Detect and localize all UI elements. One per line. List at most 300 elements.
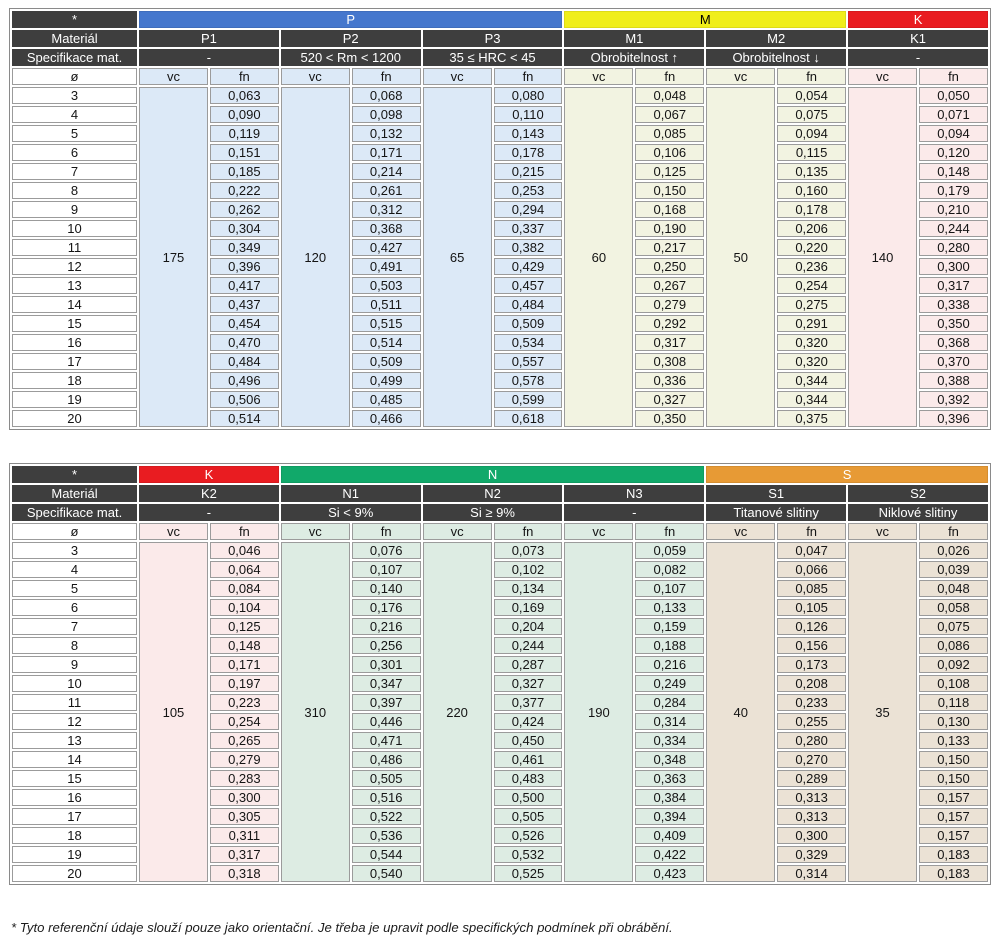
fn-value-K2: 0,197 xyxy=(210,675,279,692)
fn-header-M1: fn xyxy=(635,68,704,85)
fn-value-N2: 0,102 xyxy=(494,561,563,578)
fn-value-M1: 0,292 xyxy=(635,315,704,332)
spec-header-N2: Si ≥ 9% xyxy=(423,504,563,521)
diameter-cell: 16 xyxy=(12,789,137,806)
group-row xyxy=(12,466,988,483)
diameter-cell: 20 xyxy=(12,410,137,427)
vc-header-M2: vc xyxy=(706,68,775,85)
fn-value-P2: 0,312 xyxy=(352,201,421,218)
table-KNS-table xyxy=(9,463,991,885)
fn-header-N2: fn xyxy=(494,523,563,540)
diameter-cell: 7 xyxy=(12,163,137,180)
fn-value-M2: 0,075 xyxy=(777,106,846,123)
fn-value-S2: 0,157 xyxy=(919,789,988,806)
fn-value-N3: 0,422 xyxy=(635,846,704,863)
fn-value-K2: 0,254 xyxy=(210,713,279,730)
fn-value-P1: 0,396 xyxy=(210,258,279,275)
fn-value-N3: 0,314 xyxy=(635,713,704,730)
fn-value-P3: 0,110 xyxy=(494,106,563,123)
vc-header-K1: vc xyxy=(848,68,917,85)
fn-value-M1: 0,125 xyxy=(635,163,704,180)
diameter-cell: 18 xyxy=(12,372,137,389)
vc-header-N1: vc xyxy=(281,523,350,540)
fn-value-S1: 0,105 xyxy=(777,599,846,616)
diameter-cell: 5 xyxy=(12,125,137,142)
diameter-cell: 8 xyxy=(12,182,137,199)
spec-row-label: Specifikace mat. xyxy=(12,504,137,521)
material-header-M2: M2 xyxy=(706,30,846,47)
fn-value-N2: 0,287 xyxy=(494,656,563,673)
fn-value-P1: 0,063 xyxy=(210,87,279,104)
fn-value-P1: 0,437 xyxy=(210,296,279,313)
fn-value-K2: 0,064 xyxy=(210,561,279,578)
diameter-cell: 3 xyxy=(12,542,137,559)
footnote: * Tyto referenční údaje slouží pouze jako orientační. Je třeba je upravit podle specifických podmínek při obrábění. xyxy=(11,920,673,935)
fn-value-P1: 0,496 xyxy=(210,372,279,389)
material-header-M1: M1 xyxy=(564,30,704,47)
fn-value-M1: 0,168 xyxy=(635,201,704,218)
diameter-header: ø xyxy=(12,68,137,85)
diameter-header: ø xyxy=(12,523,137,540)
spec-row-label: Specifikace mat. xyxy=(12,49,137,66)
diameter-cell: 5 xyxy=(12,580,137,597)
fn-value-S1: 0,208 xyxy=(777,675,846,692)
table-KNS xyxy=(9,463,991,885)
data-row xyxy=(12,542,988,559)
fn-value-N1: 0,505 xyxy=(352,770,421,787)
fn-value-P3: 0,457 xyxy=(494,277,563,294)
fn-value-M1: 0,048 xyxy=(635,87,704,104)
fn-value-P1: 0,262 xyxy=(210,201,279,218)
fn-value-S1: 0,233 xyxy=(777,694,846,711)
fn-value-M1: 0,279 xyxy=(635,296,704,313)
group-header-P: P xyxy=(139,11,562,28)
fn-value-K1: 0,392 xyxy=(919,391,988,408)
diameter-cell: 12 xyxy=(12,258,137,275)
fn-header-N1: fn xyxy=(352,523,421,540)
fn-value-M2: 0,375 xyxy=(777,410,846,427)
diameter-cell: 9 xyxy=(12,656,137,673)
vc-value-K2: 105 xyxy=(139,542,208,882)
group-row xyxy=(12,11,988,28)
fn-header-P1: fn xyxy=(210,68,279,85)
vc-value-P2: 120 xyxy=(281,87,350,427)
fn-value-P3: 0,484 xyxy=(494,296,563,313)
fn-value-N2: 0,377 xyxy=(494,694,563,711)
fn-value-P1: 0,185 xyxy=(210,163,279,180)
fn-value-K1: 0,370 xyxy=(919,353,988,370)
fn-value-K1: 0,317 xyxy=(919,277,988,294)
fn-value-K2: 0,125 xyxy=(210,618,279,635)
vc-value-M2: 50 xyxy=(706,87,775,427)
fn-value-N3: 0,363 xyxy=(635,770,704,787)
fn-value-S1: 0,047 xyxy=(777,542,846,559)
fn-value-P3: 0,534 xyxy=(494,334,563,351)
diameter-cell: 13 xyxy=(12,732,137,749)
fn-value-N1: 0,216 xyxy=(352,618,421,635)
fn-value-S1: 0,270 xyxy=(777,751,846,768)
fn-value-M2: 0,178 xyxy=(777,201,846,218)
fn-value-N1: 0,486 xyxy=(352,751,421,768)
vc-header-S2: vc xyxy=(848,523,917,540)
fn-value-M2: 0,291 xyxy=(777,315,846,332)
fn-value-N3: 0,334 xyxy=(635,732,704,749)
fn-value-N2: 0,483 xyxy=(494,770,563,787)
spec-header-K2: - xyxy=(139,504,279,521)
fn-value-P1: 0,484 xyxy=(210,353,279,370)
subheader-row xyxy=(12,68,988,85)
fn-value-S1: 0,329 xyxy=(777,846,846,863)
fn-value-S2: 0,075 xyxy=(919,618,988,635)
fn-value-K2: 0,318 xyxy=(210,865,279,882)
diameter-cell: 14 xyxy=(12,751,137,768)
table-PMK-table xyxy=(9,8,991,430)
diameter-cell: 10 xyxy=(12,675,137,692)
fn-value-M2: 0,206 xyxy=(777,220,846,237)
vc-header-N3: vc xyxy=(564,523,633,540)
fn-value-P1: 0,454 xyxy=(210,315,279,332)
spec-header-P1: - xyxy=(139,49,279,66)
fn-value-K1: 0,244 xyxy=(919,220,988,237)
group-header-M: M xyxy=(564,11,846,28)
fn-value-N2: 0,134 xyxy=(494,580,563,597)
fn-value-P2: 0,098 xyxy=(352,106,421,123)
fn-value-S2: 0,150 xyxy=(919,770,988,787)
fn-value-P2: 0,214 xyxy=(352,163,421,180)
fn-value-K2: 0,084 xyxy=(210,580,279,597)
fn-value-K1: 0,210 xyxy=(919,201,988,218)
fn-value-N1: 0,107 xyxy=(352,561,421,578)
spec-header-P2: 520 < Rm < 1200 xyxy=(281,49,421,66)
fn-value-K2: 0,305 xyxy=(210,808,279,825)
vc-header-P2: vc xyxy=(281,68,350,85)
fn-value-P2: 0,509 xyxy=(352,353,421,370)
fn-value-M1: 0,317 xyxy=(635,334,704,351)
fn-value-M2: 0,344 xyxy=(777,391,846,408)
vc-value-N1: 310 xyxy=(281,542,350,882)
table-PMK xyxy=(9,8,991,430)
fn-value-K2: 0,317 xyxy=(210,846,279,863)
fn-value-N2: 0,525 xyxy=(494,865,563,882)
diameter-cell: 20 xyxy=(12,865,137,882)
fn-value-S1: 0,066 xyxy=(777,561,846,578)
diameter-cell: 3 xyxy=(12,87,137,104)
fn-value-N2: 0,244 xyxy=(494,637,563,654)
fn-value-N1: 0,176 xyxy=(352,599,421,616)
fn-value-P1: 0,304 xyxy=(210,220,279,237)
fn-value-S2: 0,086 xyxy=(919,637,988,654)
spec-row xyxy=(12,49,988,66)
fn-value-N2: 0,505 xyxy=(494,808,563,825)
fn-value-P3: 0,509 xyxy=(494,315,563,332)
material-header-N2: N2 xyxy=(423,485,563,502)
material-row xyxy=(12,485,988,502)
fn-value-N2: 0,526 xyxy=(494,827,563,844)
fn-value-S2: 0,183 xyxy=(919,846,988,863)
fn-value-K1: 0,071 xyxy=(919,106,988,123)
fn-value-K1: 0,120 xyxy=(919,144,988,161)
fn-value-M1: 0,350 xyxy=(635,410,704,427)
fn-value-P3: 0,599 xyxy=(494,391,563,408)
fn-value-P2: 0,485 xyxy=(352,391,421,408)
fn-value-P1: 0,090 xyxy=(210,106,279,123)
material-header-N3: N3 xyxy=(564,485,704,502)
fn-value-P3: 0,253 xyxy=(494,182,563,199)
fn-header-P3: fn xyxy=(494,68,563,85)
diameter-cell: 19 xyxy=(12,391,137,408)
fn-value-N3: 0,082 xyxy=(635,561,704,578)
fn-value-P2: 0,132 xyxy=(352,125,421,142)
group-header-N: N xyxy=(281,466,704,483)
fn-value-S1: 0,289 xyxy=(777,770,846,787)
diameter-cell: 12 xyxy=(12,713,137,730)
material-row-label: Materiál xyxy=(12,30,137,47)
material-row-label: Materiál xyxy=(12,485,137,502)
fn-value-N2: 0,327 xyxy=(494,675,563,692)
group-header-K: K xyxy=(848,11,988,28)
fn-value-S2: 0,026 xyxy=(919,542,988,559)
fn-value-N1: 0,544 xyxy=(352,846,421,863)
spec-row xyxy=(12,504,988,521)
fn-value-S1: 0,313 xyxy=(777,808,846,825)
fn-value-K1: 0,350 xyxy=(919,315,988,332)
fn-value-P2: 0,514 xyxy=(352,334,421,351)
fn-value-P2: 0,503 xyxy=(352,277,421,294)
fn-value-M2: 0,160 xyxy=(777,182,846,199)
fn-value-P2: 0,511 xyxy=(352,296,421,313)
fn-header-N3: fn xyxy=(635,523,704,540)
fn-value-M2: 0,115 xyxy=(777,144,846,161)
fn-value-M2: 0,254 xyxy=(777,277,846,294)
fn-value-P2: 0,368 xyxy=(352,220,421,237)
fn-value-K1: 0,050 xyxy=(919,87,988,104)
fn-value-S1: 0,126 xyxy=(777,618,846,635)
fn-value-N1: 0,347 xyxy=(352,675,421,692)
fn-value-M2: 0,320 xyxy=(777,334,846,351)
fn-value-S2: 0,118 xyxy=(919,694,988,711)
vc-header-M1: vc xyxy=(564,68,633,85)
material-row xyxy=(12,30,988,47)
fn-value-N3: 0,107 xyxy=(635,580,704,597)
spec-header-M1: Obrobitelnost ↑ xyxy=(564,49,704,66)
fn-header-S1: fn xyxy=(777,523,846,540)
fn-value-N3: 0,284 xyxy=(635,694,704,711)
diameter-cell: 10 xyxy=(12,220,137,237)
fn-value-K2: 0,148 xyxy=(210,637,279,654)
fn-value-M1: 0,336 xyxy=(635,372,704,389)
diameter-cell: 6 xyxy=(12,599,137,616)
subheader-row xyxy=(12,523,988,540)
fn-value-N1: 0,301 xyxy=(352,656,421,673)
star-header: * xyxy=(12,466,137,483)
fn-value-P3: 0,215 xyxy=(494,163,563,180)
fn-value-S1: 0,280 xyxy=(777,732,846,749)
vc-value-N3: 190 xyxy=(564,542,633,882)
group-header-S: S xyxy=(706,466,988,483)
data-row xyxy=(12,87,988,104)
fn-value-M1: 0,190 xyxy=(635,220,704,237)
diameter-cell: 17 xyxy=(12,808,137,825)
fn-value-M1: 0,308 xyxy=(635,353,704,370)
fn-value-S1: 0,300 xyxy=(777,827,846,844)
fn-value-S1: 0,173 xyxy=(777,656,846,673)
fn-value-M2: 0,220 xyxy=(777,239,846,256)
fn-value-M2: 0,275 xyxy=(777,296,846,313)
spec-header-K1: - xyxy=(848,49,988,66)
fn-value-P2: 0,515 xyxy=(352,315,421,332)
fn-value-K2: 0,300 xyxy=(210,789,279,806)
fn-value-S1: 0,085 xyxy=(777,580,846,597)
fn-value-N3: 0,059 xyxy=(635,542,704,559)
material-header-P3: P3 xyxy=(423,30,563,47)
fn-value-M1: 0,150 xyxy=(635,182,704,199)
fn-value-M1: 0,106 xyxy=(635,144,704,161)
vc-value-S1: 40 xyxy=(706,542,775,882)
fn-value-N2: 0,169 xyxy=(494,599,563,616)
fn-value-K1: 0,300 xyxy=(919,258,988,275)
fn-value-S1: 0,156 xyxy=(777,637,846,654)
fn-value-P1: 0,119 xyxy=(210,125,279,142)
fn-header-S2: fn xyxy=(919,523,988,540)
fn-value-N1: 0,397 xyxy=(352,694,421,711)
fn-value-P2: 0,491 xyxy=(352,258,421,275)
spec-header-P3: 35 ≤ HRC < 45 xyxy=(423,49,563,66)
fn-value-N3: 0,249 xyxy=(635,675,704,692)
fn-value-P3: 0,557 xyxy=(494,353,563,370)
vc-header-K2: vc xyxy=(139,523,208,540)
fn-value-K1: 0,388 xyxy=(919,372,988,389)
fn-value-P3: 0,080 xyxy=(494,87,563,104)
fn-value-M2: 0,135 xyxy=(777,163,846,180)
fn-value-N1: 0,540 xyxy=(352,865,421,882)
fn-value-P1: 0,470 xyxy=(210,334,279,351)
fn-value-P1: 0,151 xyxy=(210,144,279,161)
material-header-P1: P1 xyxy=(139,30,279,47)
fn-value-P1: 0,349 xyxy=(210,239,279,256)
fn-value-K2: 0,046 xyxy=(210,542,279,559)
fn-value-P2: 0,466 xyxy=(352,410,421,427)
fn-value-N3: 0,159 xyxy=(635,618,704,635)
fn-value-K1: 0,148 xyxy=(919,163,988,180)
fn-value-P2: 0,261 xyxy=(352,182,421,199)
fn-value-K2: 0,104 xyxy=(210,599,279,616)
material-header-P2: P2 xyxy=(281,30,421,47)
diameter-cell: 9 xyxy=(12,201,137,218)
vc-header-P1: vc xyxy=(139,68,208,85)
material-header-K1: K1 xyxy=(848,30,988,47)
fn-value-M2: 0,094 xyxy=(777,125,846,142)
diameter-cell: 16 xyxy=(12,334,137,351)
fn-value-S1: 0,255 xyxy=(777,713,846,730)
diameter-cell: 15 xyxy=(12,770,137,787)
diameter-cell: 19 xyxy=(12,846,137,863)
vc-value-K1: 140 xyxy=(848,87,917,427)
fn-value-M1: 0,067 xyxy=(635,106,704,123)
fn-value-N2: 0,500 xyxy=(494,789,563,806)
spec-header-M2: Obrobitelnost ↓ xyxy=(706,49,846,66)
vc-value-S2: 35 xyxy=(848,542,917,882)
fn-value-N3: 0,133 xyxy=(635,599,704,616)
fn-header-K2: fn xyxy=(210,523,279,540)
diameter-cell: 13 xyxy=(12,277,137,294)
fn-value-N1: 0,516 xyxy=(352,789,421,806)
fn-value-K1: 0,280 xyxy=(919,239,988,256)
fn-value-N3: 0,394 xyxy=(635,808,704,825)
diameter-cell: 7 xyxy=(12,618,137,635)
fn-value-N1: 0,256 xyxy=(352,637,421,654)
fn-value-N3: 0,423 xyxy=(635,865,704,882)
fn-value-N2: 0,073 xyxy=(494,542,563,559)
vc-header-S1: vc xyxy=(706,523,775,540)
material-header-N1: N1 xyxy=(281,485,421,502)
material-header-S1: S1 xyxy=(706,485,846,502)
fn-value-P1: 0,417 xyxy=(210,277,279,294)
diameter-cell: 17 xyxy=(12,353,137,370)
fn-value-S2: 0,157 xyxy=(919,808,988,825)
vc-value-P3: 65 xyxy=(423,87,492,427)
fn-value-M1: 0,250 xyxy=(635,258,704,275)
fn-value-N2: 0,204 xyxy=(494,618,563,635)
fn-value-K1: 0,396 xyxy=(919,410,988,427)
fn-value-P3: 0,294 xyxy=(494,201,563,218)
fn-value-K2: 0,171 xyxy=(210,656,279,673)
fn-value-P3: 0,337 xyxy=(494,220,563,237)
fn-value-N1: 0,471 xyxy=(352,732,421,749)
diameter-cell: 4 xyxy=(12,106,137,123)
diameter-cell: 14 xyxy=(12,296,137,313)
fn-value-S2: 0,157 xyxy=(919,827,988,844)
spec-header-S2: Niklové slitiny xyxy=(848,504,988,521)
fn-value-M2: 0,054 xyxy=(777,87,846,104)
fn-value-N1: 0,140 xyxy=(352,580,421,597)
fn-value-N2: 0,424 xyxy=(494,713,563,730)
fn-value-S2: 0,039 xyxy=(919,561,988,578)
fn-value-P2: 0,499 xyxy=(352,372,421,389)
fn-value-P2: 0,171 xyxy=(352,144,421,161)
fn-value-P1: 0,506 xyxy=(210,391,279,408)
fn-value-K1: 0,179 xyxy=(919,182,988,199)
fn-value-P3: 0,578 xyxy=(494,372,563,389)
fn-value-S1: 0,314 xyxy=(777,865,846,882)
fn-value-N3: 0,409 xyxy=(635,827,704,844)
vc-header-P3: vc xyxy=(423,68,492,85)
fn-value-N1: 0,076 xyxy=(352,542,421,559)
fn-value-P2: 0,068 xyxy=(352,87,421,104)
fn-value-P2: 0,427 xyxy=(352,239,421,256)
fn-value-N2: 0,461 xyxy=(494,751,563,768)
fn-header-P2: fn xyxy=(352,68,421,85)
fn-value-M2: 0,344 xyxy=(777,372,846,389)
material-header-K2: K2 xyxy=(139,485,279,502)
fn-value-K1: 0,368 xyxy=(919,334,988,351)
fn-value-S2: 0,183 xyxy=(919,865,988,882)
fn-value-K2: 0,279 xyxy=(210,751,279,768)
fn-value-P1: 0,514 xyxy=(210,410,279,427)
vc-value-N2: 220 xyxy=(423,542,492,882)
fn-value-N3: 0,216 xyxy=(635,656,704,673)
fn-value-M1: 0,217 xyxy=(635,239,704,256)
fn-value-N2: 0,532 xyxy=(494,846,563,863)
fn-header-M2: fn xyxy=(777,68,846,85)
fn-value-N3: 0,384 xyxy=(635,789,704,806)
fn-value-K1: 0,094 xyxy=(919,125,988,142)
fn-value-K2: 0,265 xyxy=(210,732,279,749)
fn-value-K1: 0,338 xyxy=(919,296,988,313)
diameter-cell: 11 xyxy=(12,239,137,256)
diameter-cell: 4 xyxy=(12,561,137,578)
fn-value-N1: 0,446 xyxy=(352,713,421,730)
fn-value-M1: 0,267 xyxy=(635,277,704,294)
